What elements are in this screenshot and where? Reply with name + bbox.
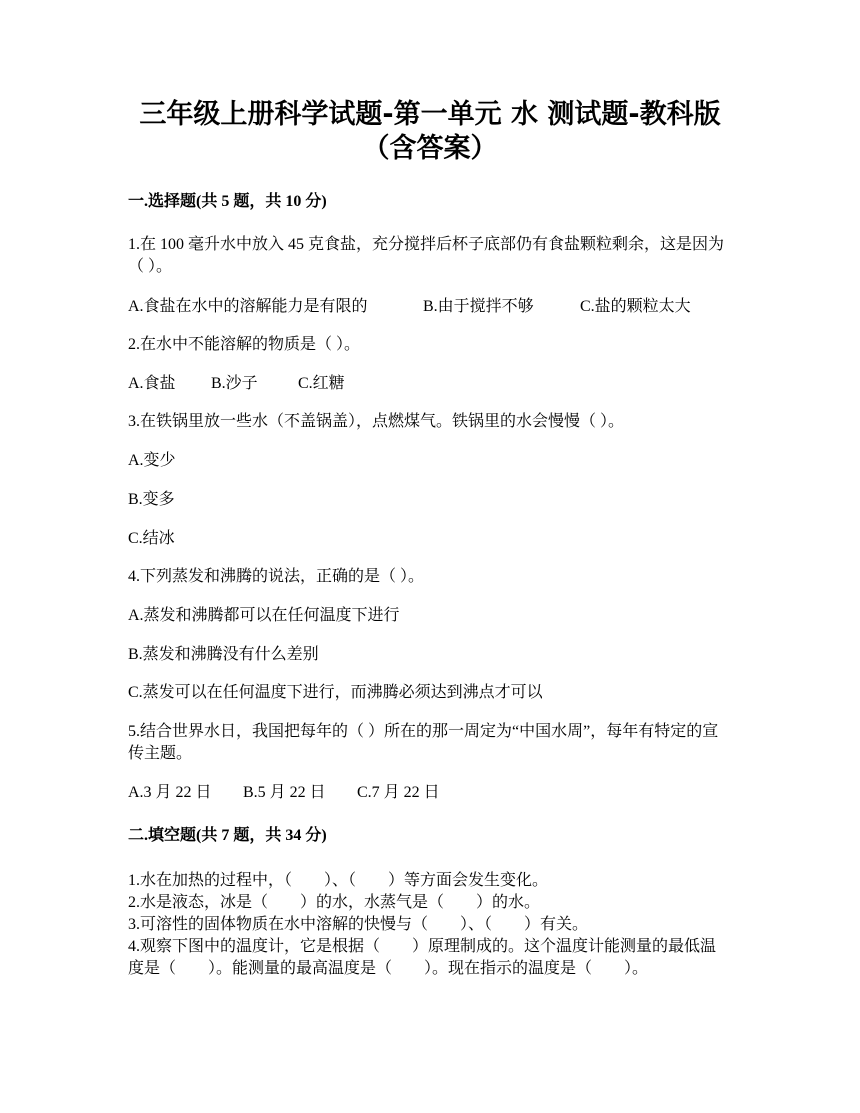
section-heading-choice: 一.选择题(共 5 题，共 10 分)	[128, 193, 327, 210]
option: C.红糖	[298, 375, 345, 392]
options-row	[128, 782, 440, 804]
option: C.蒸发可以在任何温度下进行，而沸腾必须达到沸点才可以	[128, 684, 543, 701]
option: B.蒸发和沸腾没有什么差别	[128, 646, 319, 663]
option: A.蒸发和沸腾都可以在任何温度下进行	[128, 607, 400, 624]
fill-question: 4.观察下图中的温度计，它是根据（ ）原理制成的。这个温度计能测量的最低温度是（ ）。能测量的最高温度是（ ）。现在指示的温度是（ ）。	[128, 938, 717, 977]
option: B.由于搅拌不够	[423, 298, 534, 315]
option: B.变多	[128, 491, 175, 508]
fill-question: 3.可溶性的固体物质在水中溶解的快慢与（ ）、（ ）有关。	[128, 916, 589, 933]
option: C.7 月 22 日	[357, 784, 440, 801]
question-stem: 1.在 100 毫升水中放入 45 克食盐，充分搅拌后杯子底部仍有食盐颗粒剩余，这是因为（ ）。	[128, 236, 725, 275]
fill-question: 1.水在加热的过程中，（ ）、（ ）等方面会发生变化。	[128, 872, 549, 889]
options-row	[128, 296, 691, 318]
question-stem: 4.下列蒸发和沸腾的说法，正确的是（ ）。	[128, 568, 425, 585]
question-stem: 3.在铁锅里放一些水（不盖锅盖），点燃煤气。铁锅里的水会慢慢（ ）。	[128, 413, 625, 430]
option: A.变少	[128, 452, 176, 469]
fill-question: 2.水是液态，冰是（ ）的水，水蒸气是（ ）的水。	[128, 894, 541, 911]
option: A.食盐在水中的溶解能力是有限的	[128, 298, 368, 315]
option: B.沙子	[211, 375, 258, 392]
question-stem: 5.结合世界水日，我国把每年的（ ）所在的那一周定为“中国水周”，每年有特定的宣传主题。	[128, 723, 719, 762]
option: A.食盐	[128, 375, 176, 392]
options-row	[128, 373, 345, 395]
question-stem: 2.在水中不能溶解的物质是（ ）。	[128, 336, 361, 353]
option: C.盐的颗粒太大	[580, 298, 691, 315]
option: A.3 月 22 日	[128, 784, 212, 801]
option: C.结冰	[128, 530, 175, 547]
option: B.5 月 22 日	[243, 784, 326, 801]
page-title: 三年级上册科学试题-第一单元 水 测试题-教科版（含答案）	[139, 99, 721, 164]
section-heading-fill: 二.填空题(共 7 题，共 34 分)	[128, 827, 327, 844]
